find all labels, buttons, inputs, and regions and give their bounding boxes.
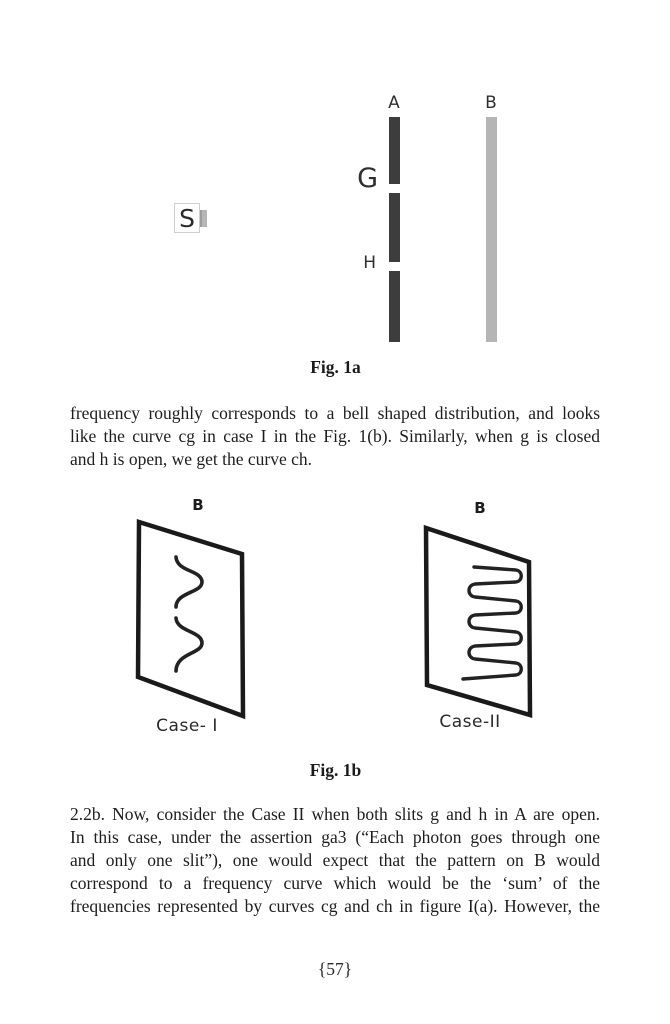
paragraph-line: correspond to a frequency curve which would be the ‘sum’ of the xyxy=(70,873,600,893)
paragraph-2 xyxy=(70,803,600,918)
case2-screen-outline xyxy=(426,528,530,715)
case1-screen-outline xyxy=(138,522,243,716)
paragraph-line: frequency roughly corresponds to a bell shaped distribution, and looks xyxy=(70,403,600,423)
slit-g-label: G xyxy=(357,163,378,194)
slit-h-label: H xyxy=(363,253,376,273)
fig1b-caption: Fig. 1b xyxy=(309,760,362,780)
page-number: {57} xyxy=(317,959,353,979)
case2-screen-label: B xyxy=(474,499,486,517)
paragraph-line: In this case, under the assertion ga3 (“Each photon goes through one xyxy=(70,827,600,847)
case1-screen-label: B xyxy=(192,496,204,514)
paragraph-line: like the curve cg in case I in the Fig. 1(b). Similarly, when g is closed xyxy=(70,426,600,446)
paragraph-line: frequencies represented by curves cg and ch in figure I(a). However, the xyxy=(70,896,600,916)
fig1a-screen-label: B xyxy=(485,93,497,113)
fig1a-barrier-label: A xyxy=(388,93,400,113)
paragraph-line: and only one slit”), one would expect that the pattern on B would xyxy=(70,850,600,870)
paragraph-line: 2.2b. Now, consider the Case II when both slits g and h in A are open. xyxy=(70,804,600,824)
source-label: S xyxy=(179,203,195,233)
fig1a-caption: Fig. 1a xyxy=(310,357,361,377)
case1-caption: Case- I xyxy=(156,716,218,736)
paragraph-line: and h is open, we get the curve ch. xyxy=(70,449,313,469)
case2-caption: Case-II xyxy=(439,712,501,732)
